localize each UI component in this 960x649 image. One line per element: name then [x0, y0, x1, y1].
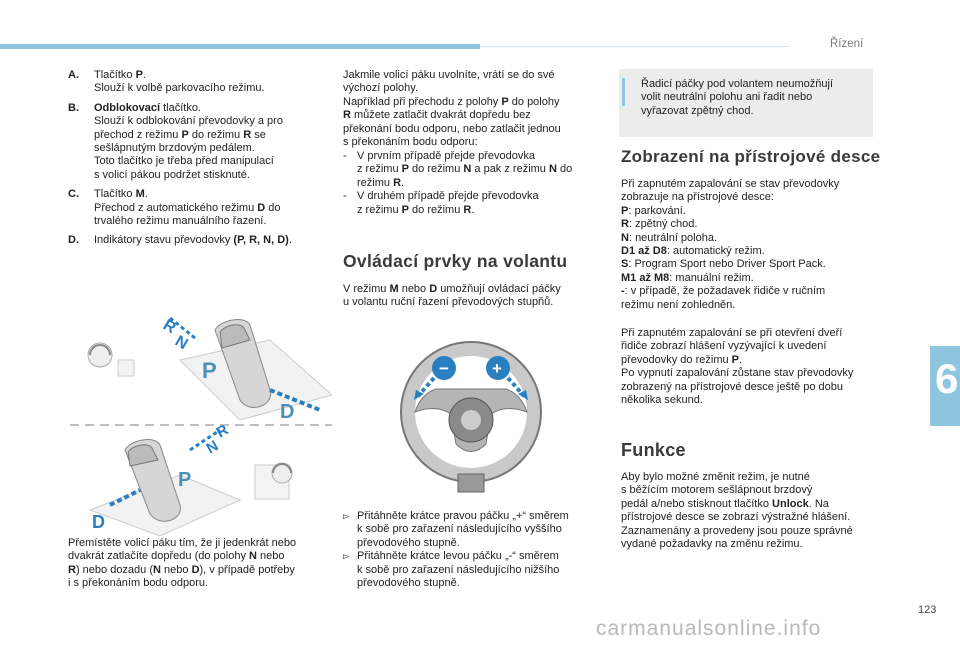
- paragraph-line: s překonáním bodu odporu:: [343, 136, 478, 149]
- legend-description: [94, 102, 283, 182]
- info-line: volit neutrální polohu ani řadit nebo: [641, 91, 813, 104]
- display-line: N: neutrální poloha.: [621, 231, 718, 244]
- legend-description: [94, 234, 292, 247]
- legend-line: Toto tlačítko je třeba před manipulací: [94, 155, 274, 168]
- function-line: pedál a/nebo stisknout tlačítko Unlock. Na: [621, 497, 829, 510]
- legend-line: Přechod z automatického režimu D do: [94, 201, 281, 214]
- paragraph-line: R můžete zatlačit dvakrát dopředu bez: [343, 109, 531, 122]
- release-explanation: [343, 69, 608, 149]
- instruction-line: převodového stupně.: [357, 536, 460, 549]
- legend-line: Tlačítko M.: [94, 188, 148, 201]
- info-box: [619, 69, 873, 137]
- selector-caption: [68, 537, 338, 591]
- fig1-label-d-top: D: [280, 401, 295, 423]
- caption-line: R) nebo dozadu (N nebo D), v případě potřeby: [68, 563, 295, 576]
- paragraph-line: u volantu ruční řazení převodových stupňů.: [343, 296, 554, 309]
- steering-wheel-illustration: [396, 334, 546, 500]
- display-line: režimu není zohledněn.: [621, 298, 736, 311]
- release-cases: [343, 150, 608, 217]
- legend-key: B.: [68, 101, 79, 114]
- display-line: D1 až D8: automatický režim.: [621, 245, 765, 258]
- legend-item: [68, 102, 328, 182]
- dash-marker: -: [343, 190, 347, 203]
- display-text: [621, 178, 881, 312]
- display-line: několika sekund.: [621, 394, 703, 407]
- chapter-number: 6: [935, 355, 959, 402]
- display-line: převodovky do režimu P.: [621, 353, 743, 366]
- info-icon: [622, 78, 625, 106]
- legend-key: D.: [68, 234, 79, 247]
- function-line: s běžícím motorem sešlápnout brzdový: [621, 484, 813, 497]
- dash-line: V prvním případě přejde převodovka: [357, 150, 535, 162]
- display-line: Při zapnutém zapalování se stav převodovky: [621, 178, 840, 190]
- paddle-minus-label: −: [439, 359, 449, 378]
- paragraph-line: výchozí polohy.: [343, 82, 419, 95]
- paragraph-line: Jakmile volicí páku uvolníte, vrátí se do své: [343, 69, 555, 81]
- paragraph-line: Například při přechodu z polohy P do polohy: [343, 95, 560, 108]
- dash-text: [357, 150, 572, 190]
- legend-description: [94, 69, 265, 96]
- function-line: přístrojové desce se zobrazí výstražné hlášení.: [621, 511, 851, 524]
- caption-line: i s překonáním bodu odporu.: [68, 577, 209, 590]
- display-line: řidiče zobrazí hlášení vyzývající k uvedení: [621, 340, 827, 353]
- display-line: zobrazený na přístrojové desce ještě po dobu: [621, 380, 843, 393]
- display-line: S: Program Sport nebo Driver Sport Pack.: [621, 258, 826, 271]
- dash-text: [357, 190, 539, 217]
- watermark: carmanualsonline.info: [596, 617, 822, 640]
- gear-selector-illustration: [70, 300, 332, 536]
- paddle-instructions: [343, 510, 613, 590]
- fig1-label-n-top: N: [172, 332, 191, 354]
- legend-line: sešlápnutým brzdovým pedálem.: [94, 142, 255, 155]
- display-heading: Zobrazení na přístrojové desce: [621, 147, 881, 166]
- legend-line: přechod z režimu P do režimu R se: [94, 128, 266, 141]
- legend-list: [68, 69, 328, 254]
- paddle-plus-label: +: [492, 359, 502, 378]
- check-icon: ▻: [343, 551, 350, 562]
- info-box-text: [641, 78, 833, 118]
- dash-item: [343, 190, 608, 217]
- legend-line: s volicí pákou podržet stisknuté.: [94, 168, 250, 181]
- display-line: zobrazuje na přístrojové desce:: [621, 191, 774, 204]
- info-line: Řadicí páčky pod volantem neumožňují: [641, 78, 833, 90]
- instruction-text: [357, 510, 569, 550]
- instruction-line: Přitáhněte krátce levou páčku „-“ směrem: [357, 550, 559, 563]
- check-icon: ▻: [343, 511, 350, 521]
- legend-line: Slouží k volbě parkovacího režimu.: [94, 82, 265, 95]
- instruction-item: [343, 510, 613, 550]
- dash-line: V druhém případě přejde převodovka: [357, 190, 539, 203]
- fig1-label-p-top: P: [202, 358, 217, 383]
- legend-line: Tlačítko P.: [94, 69, 146, 81]
- steering-controls-text: [343, 283, 608, 310]
- legend-line: Indikátory stavu převodovky (P, R, N, D).: [94, 234, 292, 247]
- function-text: [621, 471, 881, 551]
- paragraph-line: překonání bodu odporu, nebo zatlačit jednou: [343, 122, 561, 135]
- instruction-line: Přitáhněte krátce pravou páčku „+“ směrem: [357, 510, 569, 522]
- info-line: vyřazovat zpětný chod.: [641, 104, 754, 117]
- display-line: P: parkování.: [621, 204, 686, 217]
- fig1-label-n-bottom: N: [203, 437, 222, 458]
- instruction-line: k sobě pro zařazení následujícího vyššího: [357, 523, 562, 536]
- dash-line: režimu R.: [357, 176, 405, 189]
- dash-item: [343, 150, 608, 190]
- display-line: Při zapnutém zapalování se při otevření dveří: [621, 327, 843, 339]
- instruction-text: [357, 550, 559, 590]
- caption-line: Přemístěte volicí páku tím, že ji jedenkrát nebo: [68, 537, 297, 549]
- dash-line: z režimu P do režimu N a pak z režimu N do: [357, 163, 573, 176]
- dash-line: z režimu P do režimu R.: [357, 203, 475, 216]
- display-line: -: v případě, že požadavek řidiče v ručním: [621, 285, 826, 298]
- fig1-label-r-top: R: [160, 316, 179, 338]
- function-line: Aby bylo možné změnit režim, je nutné: [621, 471, 810, 483]
- instruction-line: převodového stupně.: [357, 577, 460, 590]
- paragraph-line: V režimu M nebo D umožňují ovládací páčky: [343, 283, 561, 295]
- function-heading: Funkce: [621, 440, 686, 460]
- legend-item: [68, 69, 328, 96]
- function-line: vydané požadavky na změnu režimu.: [621, 538, 803, 551]
- legend-item: [68, 234, 328, 247]
- display-text-2: [621, 327, 881, 407]
- legend-line: Slouží k odblokování převodovky a pro: [94, 115, 283, 128]
- header-accent-bar: [0, 44, 480, 49]
- legend-key: C.: [68, 188, 79, 201]
- fig1-label-r-bottom: R: [213, 421, 232, 442]
- legend-key: A.: [68, 69, 79, 81]
- page-number: 123: [918, 604, 937, 616]
- instruction-line: k sobě pro zařazení následujícího nižšího: [357, 563, 560, 576]
- display-line: Po vypnutí zapalování zůstane stav převodovky: [621, 367, 854, 380]
- header-rule: [480, 46, 790, 47]
- dash-marker: -: [343, 150, 347, 162]
- legend-line: trvalého režimu manuálního řazení.: [94, 215, 267, 228]
- legend-item: [68, 188, 328, 228]
- selector-bottom: [90, 421, 292, 536]
- display-line: M1 až M8: manuální režim.: [621, 271, 754, 284]
- steering-controls-heading: Ovládací prvky na volantu: [343, 251, 568, 271]
- function-line: Zaznamenány a provedeny jsou pouze správné: [621, 524, 853, 537]
- legend-line: Odblokovací tlačítko.: [94, 101, 201, 114]
- caption-line: dvakrát zatlačíte dopředu (do polohy N nebo: [68, 550, 285, 563]
- fig1-label-d-bottom: D: [92, 512, 105, 532]
- section-running-head: Řízení: [830, 38, 864, 50]
- fig1-label-p-bottom: P: [178, 469, 192, 491]
- legend-description: [94, 188, 281, 228]
- instruction-item: [343, 550, 613, 590]
- display-line: R: zpětný chod.: [621, 218, 698, 231]
- selector-top: [88, 317, 332, 423]
